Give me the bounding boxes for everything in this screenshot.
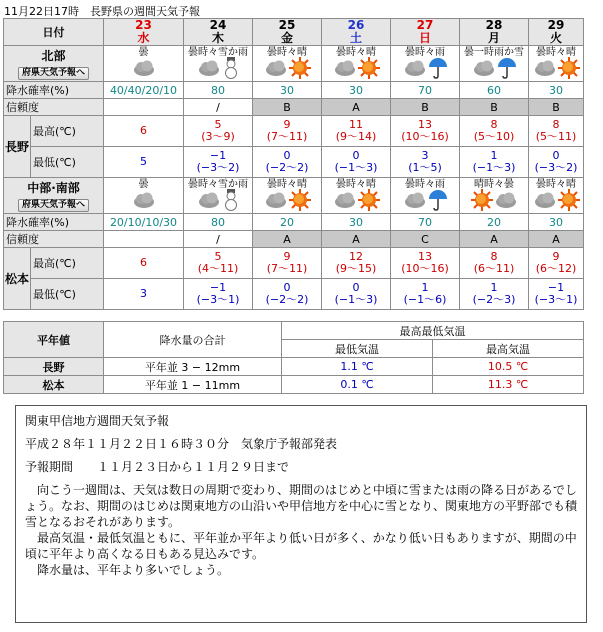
min-temp-value: 5	[140, 155, 147, 168]
umbrella-icon	[428, 189, 448, 214]
weather-cell	[104, 46, 184, 82]
weather-cell	[391, 178, 460, 214]
weather-text: 曇時々晴	[267, 178, 307, 190]
reliability-label: 信頼度	[4, 99, 104, 116]
reliability-value: A	[253, 231, 322, 248]
reliability-value: B	[253, 99, 322, 116]
normals-max-matsumoto: 11.3 ℃	[433, 376, 584, 394]
cloud-icon	[132, 191, 156, 212]
weather-cell	[184, 46, 253, 82]
cloud-icon	[264, 59, 288, 80]
weather-text: 曇	[138, 46, 149, 58]
day-of-week: 金	[280, 31, 293, 45]
reliability-label: 信頼度	[4, 231, 104, 248]
weather-cell	[322, 178, 391, 214]
min-temp-range: (−1〜3)	[472, 161, 516, 174]
pop-value: 30	[322, 82, 391, 99]
reliability-value	[104, 231, 184, 248]
min-temp-value: 0	[352, 149, 360, 162]
weather-cell	[322, 46, 391, 82]
pop-value: 30	[529, 82, 584, 99]
max-temp-range: (9〜15)	[335, 262, 377, 275]
weather-icons	[253, 191, 321, 213]
max-temp-cell	[104, 248, 184, 279]
max-temp-range: (3〜9)	[201, 130, 235, 143]
precip-total-header: 降水量の合計	[104, 322, 282, 358]
weather-cell	[391, 46, 460, 82]
max-temp-value: 13	[418, 118, 432, 131]
max-temp-range: (5〜10)	[473, 130, 515, 143]
min-temp-cell	[184, 147, 253, 178]
normals-city-matsumoto: 松本	[4, 376, 104, 394]
day-date: 24	[209, 18, 227, 32]
max-temp-cell	[460, 248, 529, 279]
min-temp-value: 1	[490, 281, 498, 294]
min-temp-range: (−2〜3)	[472, 293, 516, 306]
day-of-week: 土	[349, 31, 362, 45]
min-temp-cell	[391, 147, 460, 178]
normals-city-nagano: 長野	[4, 358, 104, 376]
weather-text: 曇時々晴	[536, 46, 576, 58]
weather-cell	[529, 46, 584, 82]
weather-text: 曇一時雨か雪	[464, 46, 524, 58]
max-temp-value: 13	[418, 250, 432, 263]
min-temp-range: (−1〜3)	[334, 293, 378, 306]
min-temp-value: −1	[209, 149, 227, 162]
max-temp-value: 8	[490, 118, 498, 131]
max-temp-cell	[529, 248, 584, 279]
day-date: 26	[347, 18, 365, 32]
min-temp-cell	[529, 279, 584, 310]
min-temp-range: (−2〜2)	[265, 161, 309, 174]
region-name-0	[4, 46, 104, 82]
pop-value: 80	[184, 82, 253, 99]
weather-icons	[322, 59, 390, 81]
max-temp-value: 12	[349, 250, 363, 263]
temp-header: 最高最低気温	[282, 322, 584, 340]
pop-value: 20	[253, 214, 322, 231]
max-temp-value: 9	[552, 250, 560, 263]
day-header-6	[529, 19, 584, 46]
weather-icons	[253, 59, 321, 81]
max-temp-header: 最高気温	[433, 340, 584, 358]
reliability-value: /	[184, 231, 253, 248]
day-header-5	[460, 19, 529, 46]
max-temp-value: 5	[214, 250, 222, 263]
cloud-icon	[494, 191, 518, 212]
region-name-1	[4, 178, 104, 214]
pop-value: 60	[460, 82, 529, 99]
max-temp-cell	[184, 116, 253, 147]
min-temp-value: −1	[547, 281, 565, 294]
weather-icons	[460, 191, 528, 213]
pop-value: 70	[391, 82, 460, 99]
date-header: 日付	[4, 19, 104, 46]
cloud-icon	[533, 59, 557, 80]
min-temp-cell	[104, 279, 184, 310]
text-period: 予報期間 １１月２３日から１１月２９日まで	[25, 460, 290, 474]
max-temp-range: (5〜11)	[535, 130, 577, 143]
cloud-icon	[403, 59, 427, 80]
reliability-value: A	[322, 99, 391, 116]
weather-icons	[391, 59, 459, 81]
weather-icons	[460, 59, 528, 81]
text-paragraph-3: 降水量は、平年より多いでしょう。	[37, 563, 230, 577]
min-temp-range: (−3〜1)	[534, 293, 578, 306]
max-temp-range: (10〜16)	[401, 130, 449, 143]
city-name: 松本	[4, 248, 31, 310]
sun-icon	[358, 57, 380, 82]
day-of-week: 日	[418, 31, 431, 45]
sun-icon	[558, 57, 580, 82]
weather-cell	[253, 178, 322, 214]
forecast-text-box	[15, 405, 587, 623]
pop-value: 70	[391, 214, 460, 231]
max-temp-cell	[322, 248, 391, 279]
region-name: 中部·南部	[27, 181, 80, 195]
umbrella-icon	[428, 57, 448, 82]
normals-header: 平年値	[4, 322, 104, 358]
min-temp-range: (−2〜2)	[265, 293, 309, 306]
max-temp-cell	[104, 116, 184, 147]
weather-cell	[460, 178, 529, 214]
max-temp-range: (6〜11)	[473, 262, 515, 275]
weather-text: 曇	[138, 178, 149, 190]
day-of-week: 月	[487, 31, 500, 45]
max-temp-value: 9	[283, 250, 291, 263]
normals-precip-nagano: 平年並 3 − 12mm	[104, 358, 282, 376]
weather-icons	[104, 191, 183, 213]
day-header-0	[104, 19, 184, 46]
prefecture-forecast-link[interactable]: 府県天気予報へ	[18, 67, 89, 80]
min-temp-value: −1	[209, 281, 227, 294]
snowman-icon	[222, 57, 240, 82]
weather-cell	[184, 178, 253, 214]
cloud-icon	[132, 59, 156, 80]
day-of-week: 木	[211, 31, 224, 45]
day-date: 29	[547, 18, 565, 32]
reliability-value: B	[529, 99, 584, 116]
min-temp-cell	[460, 279, 529, 310]
min-temp-range: (−1〜6)	[403, 293, 447, 306]
weather-text: 曇時々雨	[405, 178, 445, 190]
min-temp-label: 最低(℃)	[31, 279, 104, 310]
weather-icons	[322, 191, 390, 213]
weather-icons	[529, 191, 583, 213]
sun-icon	[471, 189, 493, 214]
min-temp-cell	[253, 147, 322, 178]
max-temp-cell	[253, 116, 322, 147]
cloud-icon	[333, 59, 357, 80]
normals-min-matsumoto: 0.1 ℃	[282, 376, 433, 394]
pop-value: 80	[184, 214, 253, 231]
day-header-2	[253, 19, 322, 46]
max-temp-cell	[460, 116, 529, 147]
cloud-icon	[197, 59, 221, 80]
cloud-icon	[533, 191, 557, 212]
weather-text: 曇時々雪か雨	[188, 178, 248, 190]
min-temp-header: 最低気温	[282, 340, 433, 358]
max-temp-cell	[322, 116, 391, 147]
max-temp-range: (7〜11)	[266, 262, 308, 275]
min-temp-value: 1	[490, 149, 498, 162]
normals-min-nagano: 1.1 ℃	[282, 358, 433, 376]
max-temp-label: 最高(℃)	[31, 116, 104, 147]
weather-cell	[253, 46, 322, 82]
day-date: 27	[416, 18, 434, 32]
pop-value: 20/10/10/30	[104, 214, 184, 231]
normals-max-nagano: 10.5 ℃	[433, 358, 584, 376]
weather-icons	[184, 59, 252, 81]
max-temp-value: 11	[349, 118, 363, 131]
max-temp-cell	[184, 248, 253, 279]
min-temp-label: 最低(℃)	[31, 147, 104, 178]
weekly-forecast-table	[3, 18, 584, 310]
min-temp-value: 1	[421, 281, 429, 294]
text-issued: 平成２８年１１月２２日１６時３０分 気象庁予報部発表	[25, 437, 338, 451]
reliability-value	[104, 99, 184, 116]
min-temp-cell	[391, 279, 460, 310]
weather-text: 曇時々晴	[267, 46, 307, 58]
weather-cell	[104, 178, 184, 214]
min-temp-cell	[460, 147, 529, 178]
reliability-value: C	[391, 231, 460, 248]
reliability-value: B	[391, 99, 460, 116]
day-header-4	[391, 19, 460, 46]
day-date: 28	[485, 18, 503, 32]
pop-value: 30	[322, 214, 391, 231]
city-name: 長野	[4, 116, 31, 178]
reliability-value: B	[460, 99, 529, 116]
weather-icons	[104, 59, 183, 81]
max-temp-range: (4〜11)	[197, 262, 239, 275]
cloud-icon	[403, 191, 427, 212]
sun-icon	[289, 189, 311, 214]
text-paragraph-1: 向こう一週間は、天気は数日の周期で変わり、期間のはじめと中頃に雪または雨の降る日があるでしょう。なお、期間のはじめは関東地方の山沿いや甲信地方を中心に雪となり、関東地方の平野部でも積雪となるおそれがあります。	[25, 483, 578, 529]
prefecture-forecast-link[interactable]: 府県天気予報へ	[18, 199, 89, 212]
weather-text: 曇時々晴	[336, 46, 376, 58]
reliability-value: A	[322, 231, 391, 248]
min-temp-cell	[529, 147, 584, 178]
weather-icons	[529, 59, 583, 81]
sun-icon	[358, 189, 380, 214]
normals-table	[3, 321, 584, 394]
max-temp-range: (9〜14)	[335, 130, 377, 143]
snowman-icon	[222, 189, 240, 214]
min-temp-cell	[184, 279, 253, 310]
cloud-icon	[333, 191, 357, 212]
day-date: 23	[135, 18, 152, 32]
max-temp-value: 6	[140, 124, 147, 137]
cloud-icon	[197, 191, 221, 212]
pop-label: 降水確率(%)	[4, 214, 104, 231]
min-temp-value: 3	[421, 149, 429, 162]
max-temp-cell	[529, 116, 584, 147]
max-temp-value: 5	[214, 118, 222, 131]
weather-text: 晴時々曇	[474, 178, 514, 190]
umbrella-icon	[497, 57, 517, 82]
max-temp-value: 9	[283, 118, 291, 131]
weather-cell	[460, 46, 529, 82]
day-date: 25	[278, 18, 296, 32]
weather-text: 曇時々雨	[405, 46, 445, 58]
weather-text: 曇時々雪か雨	[188, 46, 248, 58]
day-of-week: 水	[137, 31, 150, 45]
pop-value: 30	[529, 214, 584, 231]
max-temp-range: (6〜12)	[535, 262, 577, 275]
day-header-1	[184, 19, 253, 46]
normals-precip-matsumoto: 平年並 1 − 11mm	[104, 376, 282, 394]
weather-text: 曇時々晴	[336, 178, 376, 190]
day-of-week: 火	[549, 31, 562, 45]
day-header-3	[322, 19, 391, 46]
pop-value: 40/40/20/10	[104, 82, 184, 99]
min-temp-range: (−1〜3)	[334, 161, 378, 174]
min-temp-value: 0	[552, 149, 560, 162]
sun-icon	[558, 189, 580, 214]
min-temp-cell	[104, 147, 184, 178]
max-temp-range: (7〜11)	[266, 130, 308, 143]
weather-icons	[391, 191, 459, 213]
min-temp-value: 0	[283, 149, 291, 162]
page-title: 11月22日17時 長野県の週間天気予報	[4, 5, 200, 18]
weather-cell	[529, 178, 584, 214]
max-temp-value: 8	[490, 250, 498, 263]
pop-label: 降水確率(%)	[4, 82, 104, 99]
cloud-icon	[472, 59, 496, 80]
min-temp-cell	[322, 147, 391, 178]
min-temp-value: 0	[352, 281, 360, 294]
min-temp-cell	[322, 279, 391, 310]
min-temp-value: 0	[283, 281, 291, 294]
max-temp-cell	[391, 248, 460, 279]
region-name: 北部	[41, 49, 66, 63]
text-paragraph-2: 最高気温・最低気温ともに、平年並か平年より低い日が多く、かなり低い日もありますが、期間の中頃に平年より高くなる日もある見込みです。	[25, 531, 577, 561]
max-temp-value: 6	[140, 256, 147, 269]
max-temp-range: (10〜16)	[401, 262, 449, 275]
min-temp-range: (−3〜1)	[196, 293, 240, 306]
max-temp-label: 最高(℃)	[31, 248, 104, 279]
pop-value: 20	[460, 214, 529, 231]
reliability-value: /	[184, 99, 253, 116]
cloud-icon	[264, 191, 288, 212]
min-temp-cell	[253, 279, 322, 310]
max-temp-value: 8	[552, 118, 560, 131]
min-temp-value: 3	[140, 287, 147, 300]
min-temp-range: (1〜5)	[408, 161, 442, 174]
pop-value: 30	[253, 82, 322, 99]
max-temp-cell	[253, 248, 322, 279]
min-temp-range: (−3〜2)	[534, 161, 578, 174]
weather-icons	[184, 191, 252, 213]
sun-icon	[289, 57, 311, 82]
weather-text: 曇時々晴	[536, 178, 576, 190]
reliability-value: A	[529, 231, 584, 248]
reliability-value: A	[460, 231, 529, 248]
text-heading: 関東甲信地方週間天気予報	[25, 414, 170, 428]
max-temp-cell	[391, 116, 460, 147]
min-temp-range: (−3〜2)	[196, 161, 240, 174]
